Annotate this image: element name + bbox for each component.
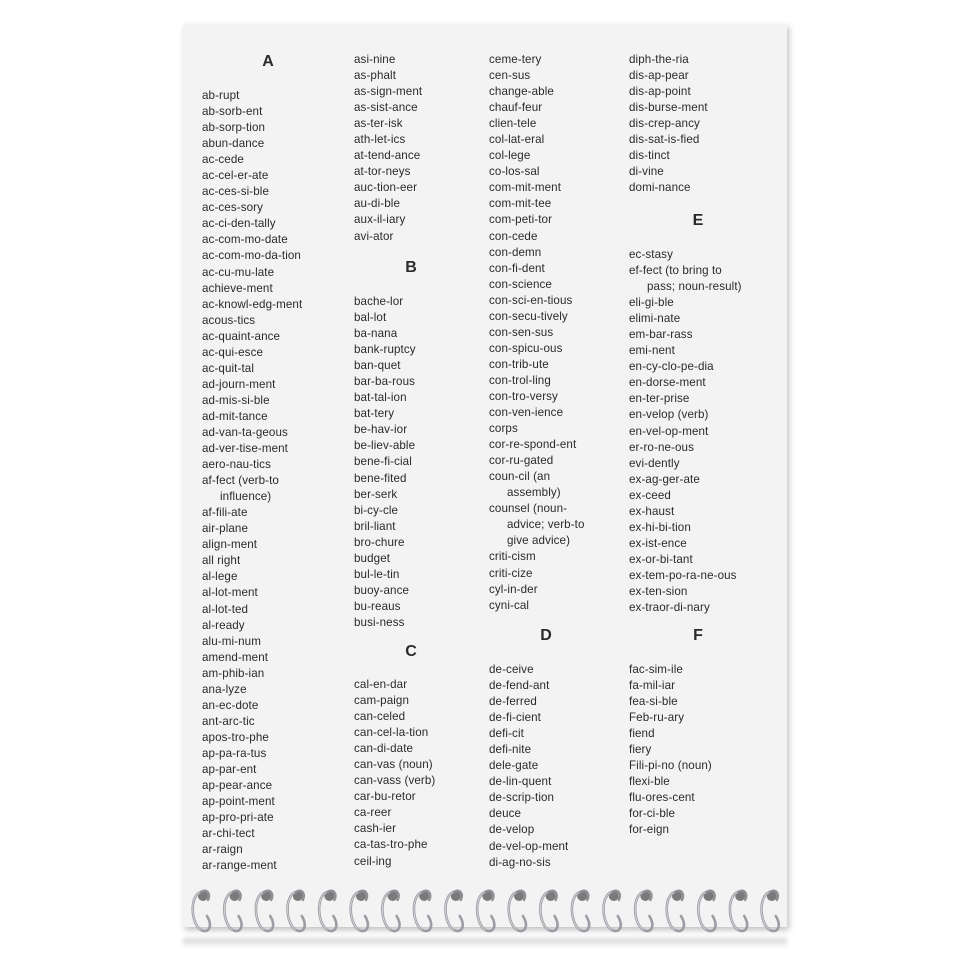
word-entry: ac-quaint-ance bbox=[202, 329, 281, 343]
word-entry: aux-il-iary bbox=[354, 213, 406, 227]
word-entry: dis-tinct bbox=[629, 149, 670, 163]
word-entry-continuation: pass; noun-result) bbox=[647, 280, 742, 294]
word-entry: Fili-pi-no (noun) bbox=[629, 759, 712, 773]
binding-ring bbox=[572, 891, 589, 931]
word-entry: as-sign-ment bbox=[354, 85, 423, 99]
word-entry: cyl-in-der bbox=[489, 582, 538, 596]
word-list-d bbox=[489, 662, 568, 871]
word-entry: bal-lot bbox=[354, 311, 387, 325]
word-entry: dis-ap-pear bbox=[629, 69, 689, 83]
word-entry: cam-paign bbox=[354, 694, 410, 708]
word-entry: col-lat-eral bbox=[489, 133, 545, 147]
word-entry: ex-haust bbox=[629, 504, 675, 518]
word-entry: con-demn bbox=[489, 245, 542, 259]
word-entry-continuation: give advice) bbox=[507, 534, 571, 548]
word-entry: bene-fi-cial bbox=[354, 455, 412, 469]
word-entry: for-ci-ble bbox=[629, 807, 676, 821]
word-entry: en-dorse-ment bbox=[629, 376, 706, 390]
word-entry: ac-ces-si-ble bbox=[202, 185, 270, 199]
word-entry: ex-tem-po-ra-ne-ous bbox=[629, 568, 737, 582]
word-entry: al-lot-ted bbox=[202, 602, 249, 616]
word-entry: di-vine bbox=[629, 165, 664, 179]
word-list-a bbox=[202, 88, 302, 874]
word-entry: for-eign bbox=[629, 823, 670, 837]
word-list-b bbox=[354, 294, 416, 631]
word-entry: ant-arc-tic bbox=[202, 714, 255, 728]
word-entry: bul-le-tin bbox=[354, 567, 400, 581]
word-entry: fea-si-ble bbox=[629, 695, 678, 709]
word-entry: en-vel-op-ment bbox=[629, 424, 709, 438]
spiral-binding bbox=[183, 886, 787, 946]
word-entry: de-ferred bbox=[489, 695, 537, 709]
word-entry: corps bbox=[489, 422, 518, 436]
word-entry: ap-pear-ance bbox=[202, 779, 273, 793]
word-entry: con-trol-ling bbox=[489, 373, 551, 387]
word-entry: abun-dance bbox=[202, 137, 265, 151]
word-entry: dis-ap-point bbox=[629, 85, 691, 99]
word-entry: all right bbox=[202, 554, 241, 568]
word-entry: con-tro-versy bbox=[489, 389, 558, 403]
word-entry: con-secu-tively bbox=[489, 309, 568, 323]
word-entry: change-able bbox=[489, 85, 554, 99]
section-heading-b: B bbox=[405, 259, 417, 276]
binding-rings bbox=[183, 886, 787, 946]
word-entry-continuation: influence) bbox=[220, 490, 272, 504]
word-entry: ad-mis-si-ble bbox=[202, 393, 270, 407]
word-entry: ac-com-mo-date bbox=[202, 233, 288, 247]
word-entry: au-di-ble bbox=[354, 197, 401, 211]
word-entry: bi-cy-cle bbox=[354, 503, 399, 517]
word-entry: acous-tics bbox=[202, 313, 256, 327]
word-entry: deuce bbox=[489, 807, 522, 821]
word-entry: af-fili-ate bbox=[202, 506, 248, 520]
word-entry: apos-tro-phe bbox=[202, 730, 269, 744]
word-entry: ca-reer bbox=[354, 806, 392, 820]
word-entry: ex-ten-sion bbox=[629, 584, 688, 598]
word-entry: ber-serk bbox=[354, 487, 398, 501]
section-heading-e: E bbox=[692, 212, 704, 229]
word-entry: as-phalt bbox=[354, 69, 397, 83]
word-entry: de-vel-op-ment bbox=[489, 839, 569, 853]
section-heading-d: D bbox=[540, 627, 552, 644]
word-entry: ef-fect (to bring to bbox=[629, 264, 722, 278]
word-entry: ac-ces-sory bbox=[202, 201, 264, 215]
word-entry: em-bar-rass bbox=[629, 328, 693, 342]
word-entry: ab-rupt bbox=[202, 89, 240, 102]
word-entry: be-hav-ior bbox=[354, 423, 408, 437]
word-entry: al-lot-ment bbox=[202, 586, 258, 600]
word-entry: diph-the-ria bbox=[629, 53, 689, 66]
word-entry: align-ment bbox=[202, 538, 258, 552]
word-entry: con-fi-dent bbox=[489, 261, 545, 275]
word-entry: Feb-ru-ary bbox=[629, 711, 685, 725]
word-entry: bro-chure bbox=[354, 535, 405, 549]
word-entry: ex-ag-ger-ate bbox=[629, 472, 700, 486]
word-entry: dis-crep-ancy bbox=[629, 117, 700, 131]
word-entry: at-tor-neys bbox=[354, 165, 411, 179]
word-entry: cor-re-spond-ent bbox=[489, 438, 577, 452]
word-entry: de-lin-quent bbox=[489, 775, 552, 789]
word-entry: co-los-sal bbox=[489, 165, 540, 179]
word-entry: ab-sorb-ent bbox=[202, 105, 263, 119]
word-entry: buoy-ance bbox=[354, 583, 410, 597]
word-entry: di-ag-no-sis bbox=[489, 855, 551, 869]
word-entry: dis-sat-is-fied bbox=[629, 133, 700, 147]
word-entry: flu-ores-cent bbox=[629, 791, 695, 805]
word-entry: elimi-nate bbox=[629, 312, 681, 326]
word-entry: bene-fited bbox=[354, 471, 407, 485]
word-entry: con-ven-ience bbox=[489, 406, 564, 420]
word-entry-continuation: assembly) bbox=[507, 486, 561, 500]
section-heading-a: A bbox=[262, 53, 274, 70]
word-entry: ab-sorp-tion bbox=[202, 121, 266, 135]
word-entry: ar-raign bbox=[202, 843, 243, 857]
word-entry: flexi-ble bbox=[629, 775, 670, 789]
word-entry: criti-cize bbox=[489, 566, 533, 580]
word-entry: con-spicu-ous bbox=[489, 341, 563, 355]
word-entry: as-ter-isk bbox=[354, 117, 403, 131]
word-entry: air-plane bbox=[202, 522, 249, 536]
binding-ring bbox=[509, 891, 526, 931]
word-entry: ban-quet bbox=[354, 359, 401, 373]
word-entry: com-peti-tor bbox=[489, 213, 553, 227]
word-entry: be-liev-able bbox=[354, 439, 416, 453]
word-entry: cen-sus bbox=[489, 69, 531, 83]
word-entry: ac-knowl-edg-ment bbox=[202, 297, 303, 311]
word-entry: con-sen-sus bbox=[489, 325, 554, 339]
word-entry: con-cede bbox=[489, 229, 538, 243]
word-list-c-continued bbox=[489, 52, 585, 614]
word-entry: emi-nent bbox=[629, 344, 675, 358]
word-entry: ba-nana bbox=[354, 327, 398, 341]
word-entry: de-fend-ant bbox=[489, 679, 550, 693]
word-entry: ad-mit-tance bbox=[202, 409, 268, 423]
word-entry: evi-dently bbox=[629, 456, 680, 470]
word-entry: ap-pa-ra-tus bbox=[202, 746, 267, 760]
word-entry: alu-mi-num bbox=[202, 634, 261, 648]
binding-ring bbox=[446, 891, 463, 931]
word-entry: can-cel-la-tion bbox=[354, 726, 429, 740]
word-entry: de-scrip-tion bbox=[489, 791, 555, 805]
binding-ring bbox=[762, 891, 779, 931]
binding-ring bbox=[604, 891, 621, 931]
word-entry: defi-cit bbox=[489, 727, 524, 741]
word-entry: defi-nite bbox=[489, 743, 532, 757]
word-entry: al-lege bbox=[202, 570, 238, 584]
word-entry: ex-traor-di-nary bbox=[629, 601, 710, 615]
word-entry: eli-gi-ble bbox=[629, 296, 674, 310]
binding-shadow bbox=[183, 938, 787, 948]
word-entry: de-ceive bbox=[489, 663, 534, 676]
word-entry: achieve-ment bbox=[202, 281, 273, 295]
word-entry: fa-mil-iar bbox=[629, 679, 676, 693]
binding-ring bbox=[635, 891, 652, 931]
word-entry: com-mit-tee bbox=[489, 197, 552, 211]
word-entry: en-velop (verb) bbox=[629, 408, 709, 422]
word-entry: ex-or-bi-tant bbox=[629, 552, 693, 566]
word-entry: ap-point-ment bbox=[202, 795, 275, 809]
word-entry: dele-gate bbox=[489, 759, 539, 773]
word-entry: at-tend-ance bbox=[354, 149, 421, 163]
word-entry: aero-nau-tics bbox=[202, 458, 271, 472]
binding-ring bbox=[382, 891, 399, 931]
binding-ring bbox=[698, 891, 715, 931]
word-entry: ar-range-ment bbox=[202, 859, 277, 873]
word-entry: ex-hi-bi-tion bbox=[629, 520, 691, 534]
word-entry: bache-lor bbox=[354, 295, 404, 308]
word-entry: bat-tal-ion bbox=[354, 391, 407, 405]
binding-ring bbox=[540, 891, 557, 931]
word-entry: ap-pro-pri-ate bbox=[202, 811, 274, 825]
word-entry: con-sci-en-tious bbox=[489, 293, 573, 307]
word-entry: ac-cede bbox=[202, 153, 244, 167]
binding-ring bbox=[224, 891, 241, 931]
word-list-a-continued bbox=[354, 52, 422, 245]
word-entry: con-trib-ute bbox=[489, 357, 549, 371]
word-entry: can-celed bbox=[354, 710, 406, 724]
word-entry: ar-chi-tect bbox=[202, 827, 255, 841]
spelling-page bbox=[183, 24, 787, 927]
word-entry: ad-ver-tise-ment bbox=[202, 442, 288, 456]
word-entry: fiend bbox=[629, 727, 655, 741]
word-entry: en-cy-clo-pe-dia bbox=[629, 360, 714, 374]
word-entry: com-mit-ment bbox=[489, 181, 562, 195]
word-entry: coun-cil (an bbox=[489, 470, 551, 484]
binding-ring bbox=[288, 891, 305, 931]
binding-ring bbox=[414, 891, 431, 931]
word-entry: al-ready bbox=[202, 618, 245, 632]
word-entry-continuation: advice; verb-to bbox=[507, 518, 585, 532]
word-entry: chauf-feur bbox=[489, 101, 543, 115]
word-entry: ca-tas-tro-phe bbox=[354, 838, 428, 852]
binding-ring bbox=[193, 891, 210, 931]
word-entry: domi-nance bbox=[629, 181, 691, 195]
word-entry: ec-stasy bbox=[629, 248, 673, 261]
word-entry: ana-lyze bbox=[202, 682, 247, 696]
word-entry: af-fect (verb-to bbox=[202, 474, 279, 488]
section-heading-f: F bbox=[693, 627, 703, 644]
word-entry: ceme-tery bbox=[489, 53, 542, 66]
word-entry: auc-tion-eer bbox=[354, 181, 418, 195]
binding-ring bbox=[667, 891, 684, 931]
word-entry: ac-cu-mu-late bbox=[202, 265, 275, 279]
word-entry: ceil-ing bbox=[354, 854, 392, 868]
word-entry: asi-nine bbox=[354, 53, 396, 66]
word-entry: ac-ci-den-tally bbox=[202, 217, 276, 231]
word-entry: avi-ator bbox=[354, 229, 394, 243]
word-entry: ex-ist-ence bbox=[629, 536, 687, 550]
word-entry: busi-ness bbox=[354, 615, 405, 629]
word-entry: ad-van-ta-geous bbox=[202, 425, 288, 439]
word-list-d-continued bbox=[629, 52, 708, 196]
binding-ring bbox=[730, 891, 747, 931]
word-entry: bril-liant bbox=[354, 519, 396, 533]
word-entry: er-ro-ne-ous bbox=[629, 440, 694, 454]
word-entry: can-di-date bbox=[354, 742, 414, 756]
word-entry: cor-ru-gated bbox=[489, 454, 554, 468]
word-entry: bu-reaus bbox=[354, 599, 401, 613]
word-entry: can-vass (verb) bbox=[354, 774, 436, 788]
word-entry: dis-burse-ment bbox=[629, 101, 708, 115]
word-entry: fac-sim-ile bbox=[629, 663, 683, 676]
section-heading-c: C bbox=[405, 643, 417, 660]
word-entry: fiery bbox=[629, 743, 652, 757]
word-entry: bat-tery bbox=[354, 407, 395, 421]
word-list-f bbox=[629, 662, 712, 839]
binding-ring bbox=[256, 891, 273, 931]
binding-ring bbox=[351, 891, 368, 931]
word-entry: ac-qui-esce bbox=[202, 345, 264, 359]
binding-ring bbox=[477, 891, 494, 931]
word-entry: ad-journ-ment bbox=[202, 377, 276, 391]
word-entry: ac-cel-er-ate bbox=[202, 169, 269, 183]
word-entry: bar-ba-rous bbox=[354, 375, 416, 389]
word-entry: cash-ier bbox=[354, 822, 397, 836]
word-entry: car-bu-retor bbox=[354, 790, 416, 804]
binding-ring bbox=[319, 891, 336, 931]
word-entry: cal-en-dar bbox=[354, 678, 408, 691]
word-entry: bank-ruptcy bbox=[354, 343, 416, 357]
word-entry: ex-ceed bbox=[629, 488, 671, 502]
word-entry: ath-let-ics bbox=[354, 133, 406, 147]
word-entry: ac-com-mo-da-tion bbox=[202, 249, 301, 263]
word-entry: en-ter-prise bbox=[629, 392, 690, 406]
word-entry: ap-par-ent bbox=[202, 762, 257, 776]
word-entry: de-velop bbox=[489, 823, 535, 837]
word-entry: am-phib-ian bbox=[202, 666, 265, 680]
word-entry: can-vas (noun) bbox=[354, 758, 433, 772]
word-entry: an-ec-dote bbox=[202, 698, 259, 712]
word-list-e bbox=[629, 247, 742, 616]
word-entry: de-fi-cient bbox=[489, 711, 542, 725]
word-entry: as-sist-ance bbox=[354, 101, 418, 115]
word-entry: clien-tele bbox=[489, 117, 537, 131]
word-entry: amend-ment bbox=[202, 650, 269, 664]
word-entry: con-science bbox=[489, 277, 552, 291]
word-entry: criti-cism bbox=[489, 550, 536, 564]
word-entry: cyni-cal bbox=[489, 598, 530, 612]
word-entry: budget bbox=[354, 551, 391, 565]
word-entry: counsel (noun- bbox=[489, 502, 568, 516]
word-entry: col-lege bbox=[489, 149, 531, 163]
word-entry: ac-quit-tal bbox=[202, 361, 255, 375]
word-list-c bbox=[354, 677, 435, 870]
